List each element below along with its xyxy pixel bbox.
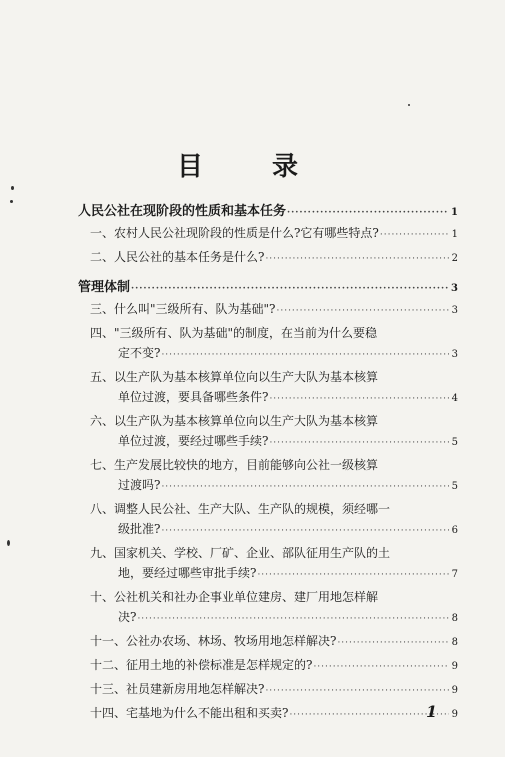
toc-entry-first-line: 五、以生产队为基本核算单位向以生产大队为基本核算 <box>90 370 379 384</box>
toc-page-number: 8 <box>451 637 458 648</box>
toc-entry <box>78 609 458 627</box>
toc-entry <box>78 633 458 651</box>
dot-leader <box>380 227 449 243</box>
toc-entry-text: 过渡吗? <box>118 478 161 492</box>
dot-leader <box>313 659 449 675</box>
toc-entry-first-line: 六、以生产队为基本核算单位向以生产大队为基本核算 <box>90 414 379 428</box>
toc-entry-first-line: 九、国家机关、学校、厂矿、企业、部队征用生产队的土 <box>90 546 391 560</box>
toc-entry-text: 一、农村人民公社现阶段的性质是什么?它有哪些特点? <box>90 226 379 240</box>
dot-leader <box>131 281 449 297</box>
toc-page-number: 9 <box>451 709 458 720</box>
toc-entry <box>78 521 458 539</box>
toc-entry <box>78 657 458 675</box>
toc-entry-text: 单位过渡，要具备哪些条件? <box>118 390 269 404</box>
dot-leader <box>161 347 449 363</box>
dot-leader <box>161 479 449 495</box>
toc-entry <box>78 477 458 495</box>
dot-leader <box>269 391 449 407</box>
toc-entry-text: 单位过渡，要经过哪些手续? <box>118 434 269 448</box>
toc-page-number: 9 <box>451 661 458 672</box>
toc-entry <box>78 705 458 723</box>
toc-entry-text: 人民公社在现阶段的性质和基本任务 <box>78 204 287 219</box>
scan-speck <box>11 186 14 190</box>
toc-entry-text: 地，要经过哪些审批手续? <box>118 566 257 580</box>
page-number: 1 <box>426 702 438 721</box>
scan-speck <box>408 104 410 106</box>
toc-entry-text: 十二、征用土地的补偿标准是怎样规定的? <box>90 658 313 672</box>
toc-page-number: 9 <box>451 685 458 696</box>
toc-entry <box>78 301 458 319</box>
toc-entry-text: 决? <box>118 610 137 624</box>
dot-leader <box>265 251 449 267</box>
dot-leader <box>337 635 449 651</box>
scan-speck <box>10 200 13 203</box>
toc-entry <box>78 280 458 297</box>
dot-leader <box>161 523 449 539</box>
toc-entry-text: 定不变? <box>118 346 161 360</box>
toc-page-number: 1 <box>451 207 458 218</box>
toc-entry-first-line: 十、公社机关和社办企事业单位建房、建厂用地怎样解 <box>90 590 379 604</box>
dot-leader <box>287 205 449 221</box>
toc-page-number: 6 <box>451 525 458 536</box>
toc-page-number: 3 <box>451 305 458 316</box>
toc-entry-text: 三、什么叫"三级所有、队为基础"? <box>90 302 276 316</box>
toc-entry <box>78 249 458 267</box>
spacer <box>78 723 458 729</box>
spacer <box>78 273 458 280</box>
toc-entry-first-line: 七、生产发展比较快的地方，目前能够向公社一级核算 <box>90 458 379 472</box>
toc-entry <box>78 433 458 451</box>
dot-leader <box>269 435 449 451</box>
toc-page-number: 7 <box>451 569 458 580</box>
toc-page-number: 2 <box>451 253 458 264</box>
toc-entry <box>78 389 458 407</box>
toc-entry-first-line: 四、"三级所有、队为基础"的制度，在当前为什么要稳 <box>90 326 378 340</box>
page-title: 目 录 <box>176 152 329 182</box>
dot-leader <box>137 611 449 627</box>
toc-entry <box>78 681 458 699</box>
table-of-contents <box>78 204 458 729</box>
toc-entry-text: 管理体制 <box>78 280 131 295</box>
toc-entry <box>78 565 458 583</box>
toc-entry-text: 二、人民公社的基本任务是什么? <box>90 250 265 264</box>
toc-page-number: 4 <box>451 393 458 404</box>
toc-page-number: 1 <box>451 229 458 240</box>
toc-page-number: 3 <box>451 349 458 360</box>
toc-page-number: 8 <box>451 613 458 624</box>
dot-leader <box>276 303 449 319</box>
dot-leader <box>265 683 449 699</box>
toc-page-number: 5 <box>451 481 458 492</box>
toc-entry-first-line: 八、调整人民公社、生产大队、生产队的规模，须经哪一 <box>90 502 391 516</box>
toc-entry <box>78 225 458 243</box>
toc-entry-text: 十四、宅基地为什么不能出租和买卖? <box>90 706 289 720</box>
scan-speck <box>7 540 10 546</box>
toc-entry-text: 级批准? <box>118 522 161 536</box>
toc-page-number: 5 <box>451 437 458 448</box>
toc-page-number: 3 <box>451 283 458 294</box>
toc-entry-text: 十三、社员建新房用地怎样解决? <box>90 682 265 696</box>
toc-entry <box>78 204 458 221</box>
toc-entry <box>78 345 458 363</box>
dot-leader <box>257 567 449 583</box>
toc-entry-text: 十一、公社办农场、林场、牧场用地怎样解决? <box>90 634 337 648</box>
